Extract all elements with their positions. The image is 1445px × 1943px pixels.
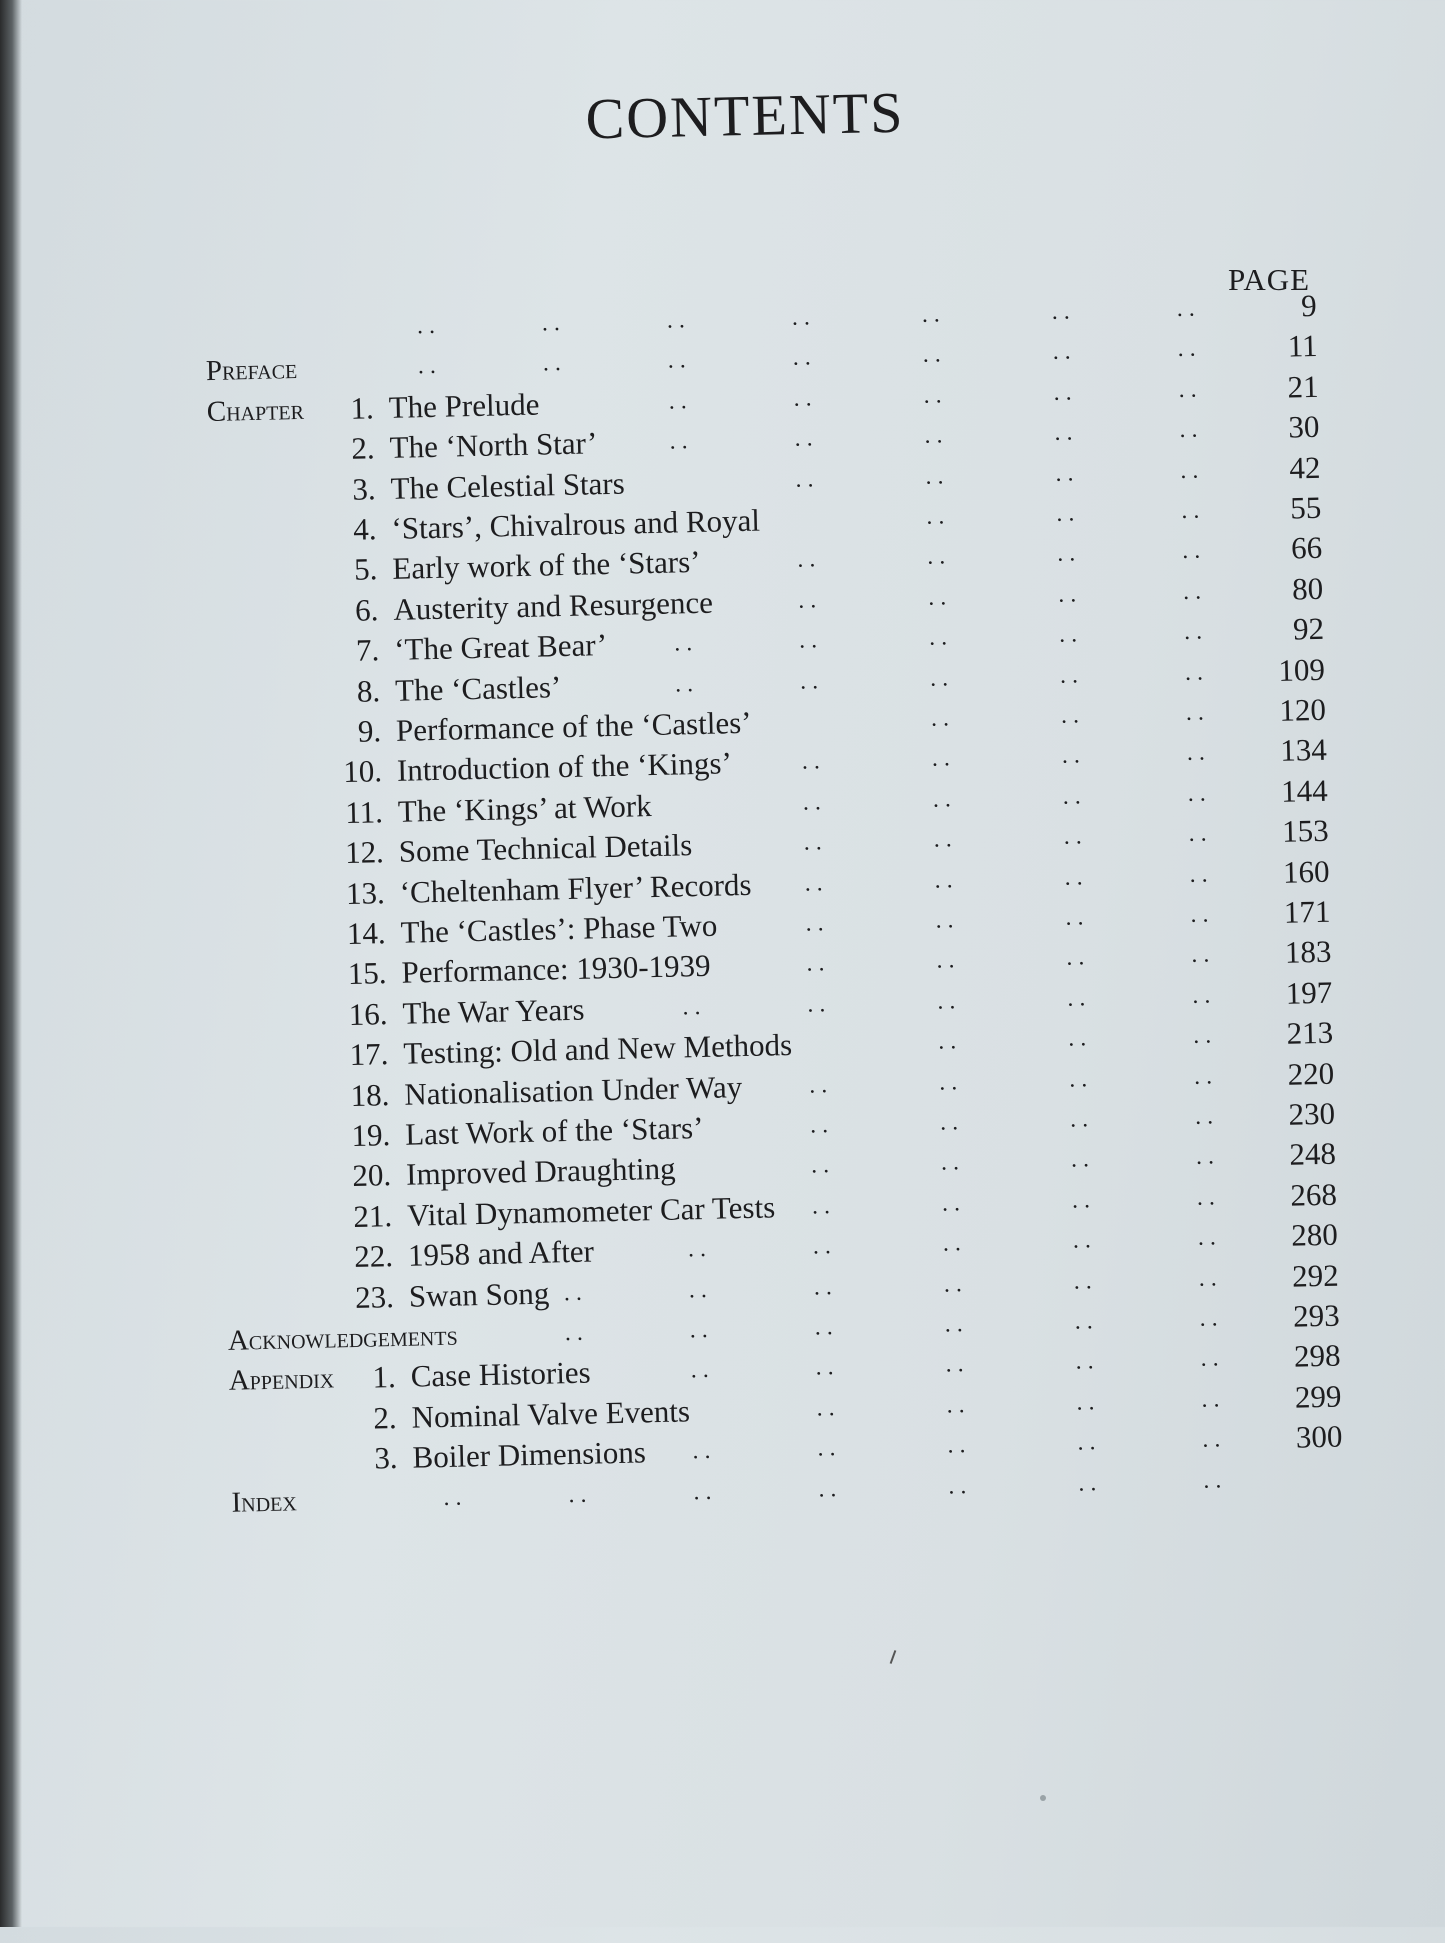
toc-chapter-number: 8. [356,672,381,709]
leader-dots: . . [1178,376,1197,403]
leader-dots: . . [798,627,818,654]
page-column-header: PAGE [1228,262,1311,297]
toc-page-number: 220 [1287,1055,1335,1092]
leader-dots: . . [944,1311,963,1338]
toc-page-number: 66 [1290,530,1323,566]
leader-dots: . . [687,1236,707,1263]
toc-chapter-number: 22. [353,1238,394,1275]
toc-entry-title: The War Years [402,991,585,1031]
leader-dots: . . [1070,1146,1090,1174]
leader-dots: . . [1056,540,1076,568]
toc-chapter-number: 11. [344,793,384,830]
leader-dots: . . [941,1189,961,1217]
toc-entry-title: Early work of the ‘Stars’ [392,544,701,587]
leader-dots: . . [942,1230,962,1257]
leader-dots: . . [1054,419,1073,447]
leader-dots: . . [690,1357,709,1384]
leader-dots: . . [947,1432,966,1459]
leader-dots: . . [943,1270,963,1298]
leader-dots: . . [1202,1426,1221,1453]
leader-dots: . . [1067,1025,1087,1052]
toc-chapter-number: 6. [354,592,379,628]
toc-entry-title: ‘The Great Bear’ [393,627,608,668]
leader-dots: . . [1193,1063,1213,1090]
toc-entry-title: Case Histories [410,1354,592,1395]
leader-dots: . . [815,1354,834,1381]
leader-dots: . . [932,786,952,813]
leader-dots: . . [1198,1264,1218,1292]
leader-dots: . . [794,425,813,452]
toc-chapter-number: 5. [353,551,378,588]
leader-dots: . . [1180,457,1199,484]
leader-dots: . . [1190,901,1209,928]
leader-dots: . . [1192,982,1211,1009]
leader-dots: . . [1064,863,1083,891]
leader-dots: . . [927,584,947,611]
toc-entry-title: The ‘Castles’: Phase Two [400,907,718,950]
toc-page-number: 280 [1290,1216,1339,1253]
toc-page-number: 21 [1287,368,1319,405]
toc-entry-title: Some Technical Details [398,827,693,870]
toc-entry-title: The Celestial Stars [390,465,626,506]
toc-chapter-number: 1. [372,1359,397,1395]
leader-dots: . . [1069,1106,1089,1133]
toc-page-number: 293 [1292,1297,1340,1334]
toc-chapter-number: 16. [348,995,388,1032]
toc-page-number: 134 [1279,732,1328,769]
leader-dots: . . [563,1279,583,1306]
leader-dots: . . [797,587,817,614]
toc-page-number: 109 [1278,651,1326,688]
toc-entry-title: ‘Stars’, Chivalrous and Royal [391,502,761,546]
toc-entry-title: Nominal Valve Events [411,1393,691,1435]
toc-entry-title: Introduction of the ‘Kings’ [396,745,733,789]
leader-dots: . . [937,988,956,1015]
toc-chapter-number: 13. [345,874,386,911]
toc-entry-title: Performance of the ‘Castles’ [395,704,752,748]
toc-page-number: 183 [1284,934,1332,971]
leader-dots: . . [564,1319,584,1347]
toc-chapter-number: 9. [357,713,382,749]
leader-dots: . . [674,670,694,698]
leader-dots: . . [1187,780,1207,807]
leader-dots: . . [923,382,942,409]
leader-dots: . . [818,1475,837,1503]
toc-entry-title: Austerity and Resurgence [392,584,714,627]
toc-chapter-number: 18. [350,1076,390,1113]
leader-dots: . . [1195,1143,1215,1171]
leader-dots: . . [541,310,561,337]
leader-dots: . . [1075,1348,1094,1375]
leader-dots: . . [924,422,943,449]
leader-dots: . . [1185,699,1205,726]
leader-dots: . . [805,910,824,937]
toc-chapter-number: 15. [347,955,387,992]
leader-dots: . . [1179,416,1198,444]
leader-dots: . . [1053,379,1072,406]
toc-section-label: Index [231,1484,298,1519]
toc-entry-title: ‘Cheltenham Flyer’ Records [399,866,752,910]
toc-chapter-number: 1. [350,390,375,426]
leader-dots: . . [1196,1184,1216,1211]
toc-entry-title: Boiler Dimensions [412,1434,647,1475]
leader-dots: . . [804,869,823,897]
toc-entry-title: The ‘Kings’ at Work [397,787,653,829]
leader-dots: . . [799,667,819,695]
leader-dots: . . [692,1438,711,1465]
leader-dots: . . [1068,1065,1088,1093]
leader-dots: . . [921,301,941,328]
leader-dots: . . [1182,578,1202,605]
leader-dots: . . [803,829,823,856]
toc-entry-title: Last Work of the ‘Stars’ [404,1109,704,1152]
leader-dots: . . [1061,742,1081,770]
leader-dots: . . [806,950,825,977]
toc-chapter-number: 14. [346,915,387,952]
leader-dots: . . [810,1152,830,1179]
toc-chapter-number [312,348,372,349]
leader-dots: . . [1181,537,1201,565]
leader-dots: . . [1189,861,1208,888]
leader-dots: . . [801,748,821,776]
toc-entry-title: The Prelude [388,386,540,425]
toc-entry-title: Nationalisation Under Way [403,1068,743,1112]
leader-dots: . . [816,1394,835,1422]
leader-dots: . . [795,465,814,493]
toc-section-label: Preface [205,353,298,388]
leader-dots: . . [1181,497,1200,524]
toc-chapter-number [311,307,371,308]
leader-dots: . . [443,1484,462,1511]
toc-page-number: 42 [1288,449,1321,486]
toc-section-label: Chapter [206,393,305,428]
leader-dots: . . [928,624,948,651]
leader-dots: . . [1200,1345,1219,1373]
toc-page-number: 55 [1289,489,1322,526]
leader-dots: . . [813,1273,833,1301]
toc-chapter-number: 20. [352,1157,392,1194]
leader-dots: . . [1177,336,1196,363]
toc-chapter-number: 7. [355,632,380,668]
leader-dots: . . [937,1028,957,1055]
leader-dots: . . [946,1391,965,1419]
leader-dots: . . [1073,1267,1093,1295]
leader-dots: . . [1176,295,1196,323]
toc-entry-title: Swan Song [408,1275,550,1314]
leader-dots: . . [797,546,816,574]
leader-dots: . . [930,705,950,732]
leader-dots: . . [417,353,437,380]
leader-dots: . . [1199,1305,1218,1332]
leader-dots: . . [1060,702,1080,729]
leader-dots: . . [568,1481,587,1508]
leader-dots: . . [922,341,941,369]
leader-dots: . . [1051,298,1071,325]
toc-chapter-number: 3. [351,470,376,507]
toc-page-number: 171 [1283,893,1331,930]
toc-page-number: 298 [1293,1337,1341,1375]
toc-entry-title: The ‘Castles’ [394,668,562,708]
leader-dots: . . [802,789,822,816]
leader-dots: . . [934,866,953,894]
leader-dots: . . [938,1068,958,1096]
leader-dots: . . [542,350,562,377]
leader-dots: . . [945,1351,964,1378]
leader-dots: . . [792,344,812,372]
leader-dots: . . [682,993,701,1021]
toc-page-number: 230 [1288,1095,1336,1132]
leader-dots: . . [939,1109,959,1136]
leader-dots: . . [936,947,955,975]
toc-page-number: 300 [1295,1418,1343,1455]
leader-dots: . . [1065,904,1084,931]
leader-dots: . . [1201,1386,1220,1413]
leader-dots: . . [1058,621,1078,648]
leader-dots: . . [793,385,812,412]
leader-dots: . . [808,1071,828,1099]
toc-chapter-number: 21. [352,1197,393,1234]
toc-page-number: 9 [1300,287,1318,324]
leader-dots: . . [926,503,945,530]
toc-chapter-number: 3. [373,1440,398,1476]
toc-page-number: 268 [1289,1176,1338,1213]
leader-dots: . . [807,990,826,1018]
leader-dots: . . [1056,500,1075,527]
toc-entry-title: The ‘North Star’ [389,425,598,466]
leader-dots: . . [1191,941,1210,969]
toc-chapter-number: 17. [349,1036,389,1073]
toc-entry-title: Vital Dynamometer Car Tests [406,1189,776,1233]
leader-dots: . . [1188,820,1207,848]
toc-page-number: 92 [1292,610,1325,647]
toc-page-number: 80 [1291,570,1324,607]
leader-dots: . . [667,347,687,374]
leader-dots: . . [929,664,949,692]
leader-dots: . . [673,630,693,657]
leader-dots: . . [809,1112,829,1139]
toc-entry-title: Performance: 1930-1939 [401,948,711,991]
toc-chapter-number: 4. [352,511,377,547]
toc-page-number: 30 [1288,409,1320,445]
leader-dots: . . [935,907,954,934]
leader-dots: . . [1067,985,1086,1012]
toc-chapter-number: 10. [342,753,383,790]
toc-chapter-number: 2. [373,1399,398,1436]
leader-dots: . . [1203,1466,1222,1494]
leader-dots: . . [1059,661,1079,689]
leader-dots: . . [1194,1103,1214,1130]
toc-chapter-number [338,1479,398,1480]
leader-dots: . . [1074,1308,1093,1335]
toc-page-number: 160 [1282,853,1330,890]
leader-dots: . . [1076,1388,1095,1416]
toc-entry-title: Improved Draughting [405,1151,676,1193]
toc-page-number: 292 [1291,1257,1340,1294]
leader-dots: . . [1055,460,1074,487]
leader-dots: . . [668,387,687,415]
leader-dots: . . [1184,659,1204,686]
leader-dots: . . [948,1472,967,1500]
leader-dots: . . [940,1149,960,1176]
toc-entry-title: Testing: Old and New Methods [403,1027,793,1071]
leader-dots: . . [1077,1429,1096,1456]
leader-dots: . . [933,826,952,853]
toc-page-number: 11 [1287,328,1318,364]
leader-dots: . . [689,1316,709,1344]
leader-dots: . . [817,1435,836,1462]
toc-section-label: Appendix [228,1362,335,1398]
leader-dots: . . [1063,823,1082,850]
page-title: CONTENTS [584,79,906,152]
leader-dots: . . [1066,944,1085,972]
leader-dots: . . [666,307,686,334]
leader-dots: . . [926,543,946,571]
toc-chapter-number: 2. [351,430,376,466]
leader-dots: . . [931,745,951,773]
toc-page-number: 153 [1281,812,1329,849]
leader-dots: . . [1062,783,1082,810]
toc-page-number: 197 [1285,974,1333,1011]
toc-chapter-number: 23. [354,1278,395,1315]
leader-dots: . . [693,1478,712,1505]
leader-dots: . . [791,304,811,331]
leader-dots: . . [812,1233,832,1260]
toc-section-label: Acknowledgements [227,1319,458,1357]
leader-dots: . . [925,462,944,490]
leader-dots: . . [814,1314,834,1341]
toc-page-number: 299 [1294,1378,1342,1415]
toc-page-number: 248 [1289,1136,1337,1173]
leader-dots: . . [811,1192,831,1220]
leader-dots: . . [1072,1227,1092,1254]
leader-dots: . . [1186,739,1206,767]
leader-dots: . . [1197,1224,1217,1251]
leader-dots: . . [1057,581,1077,608]
toc-page-number: 120 [1278,691,1327,728]
leader-dots: . . [416,312,436,340]
leader-dots: . . [688,1276,708,1303]
page-smudge [1040,1795,1046,1801]
leader-dots: . . [1183,618,1203,646]
toc-page-number: 144 [1280,772,1329,809]
leader-dots: . . [1078,1469,1097,1497]
toc-page-number: 213 [1286,1014,1334,1051]
leader-dots: . . [669,428,688,455]
toc-chapter-number: 12. [344,834,385,871]
leader-dots: . . [1071,1187,1091,1214]
toc-chapter-number: 19. [351,1117,391,1153]
leader-dots: . . [1192,1022,1212,1050]
toc-entry-title: 1958 and After [407,1233,595,1273]
leader-dots: . . [1052,338,1071,366]
